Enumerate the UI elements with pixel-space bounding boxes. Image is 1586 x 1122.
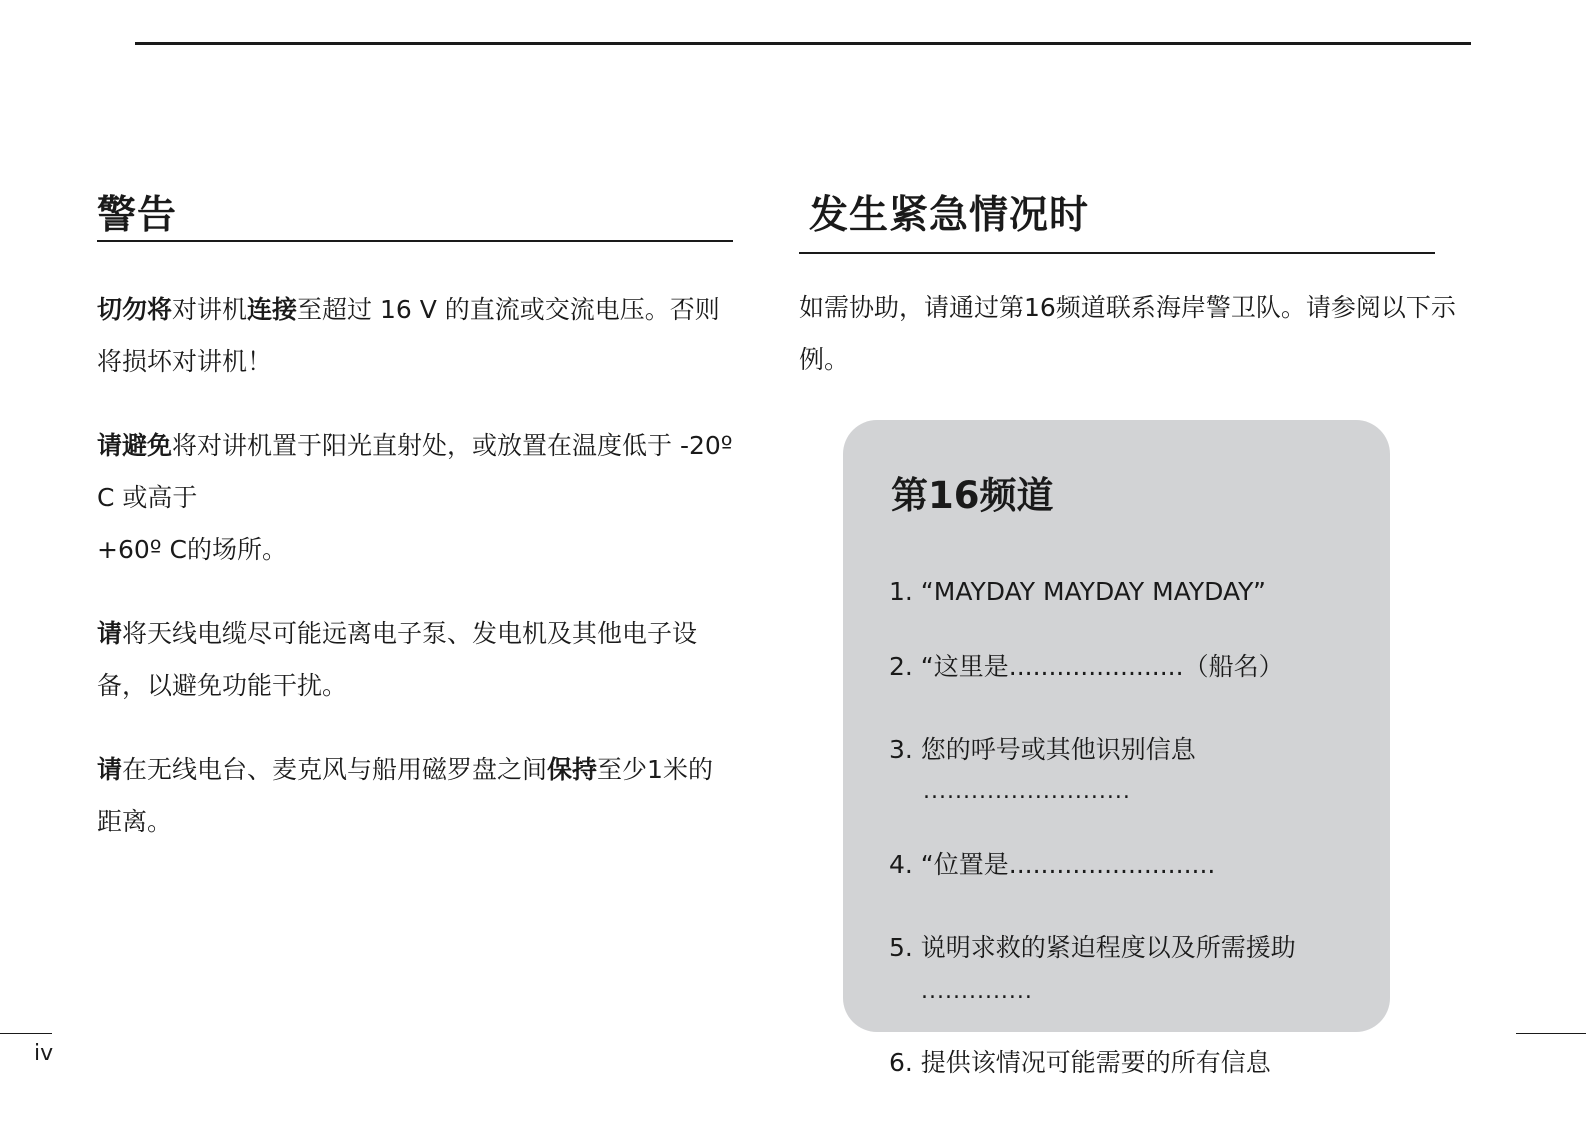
step-call-sign: 3. 您的呼号或其他识别信息 bbox=[889, 735, 1196, 764]
bold-text: 连接 bbox=[247, 295, 298, 324]
bold-text: 切勿将 bbox=[97, 295, 173, 324]
warning-column bbox=[97, 190, 733, 848]
bold-text: 请 bbox=[97, 755, 123, 784]
emergency-intro: 如需协助，请通过第16频道联系海岸警卫队。请参阅以下示例。 bbox=[799, 293, 1456, 374]
right-margin-rule bbox=[1516, 1033, 1586, 1034]
warning-paragraph-voltage bbox=[97, 284, 733, 388]
text: 在无线电台、麦克风与船用磁罗盘之间 bbox=[122, 755, 548, 784]
text: +60º C的场所。 bbox=[97, 535, 287, 564]
step-urgency-dots: .............. bbox=[921, 979, 1033, 1004]
top-rule bbox=[135, 42, 1471, 45]
warning-title-rule bbox=[97, 240, 733, 242]
page-number: iv bbox=[34, 1041, 54, 1066]
bold-text: 请 bbox=[97, 619, 123, 648]
step-all-info: 6. 提供该情况可能需要的所有信息 bbox=[889, 1048, 1271, 1077]
emergency-title-rule bbox=[799, 252, 1435, 254]
step-urgency: 5. 说明求救的紧迫程度以及所需援助 bbox=[889, 933, 1296, 962]
text: 将对讲机置于阳光直射处，或放置在温度低于 -20º C 或高于 bbox=[97, 431, 733, 512]
text: 对讲机 bbox=[172, 295, 248, 324]
channel16-title: 第16频道 bbox=[891, 474, 1054, 517]
step-position: 4. “位置是.......................... bbox=[889, 850, 1216, 879]
bold-text: 保持 bbox=[547, 755, 598, 784]
text: 将天线电缆尽可能远离电子泵、发电机及其他电子设备，以避免功能干扰。 bbox=[97, 619, 698, 700]
step-mayday: 1. “MAYDAY MAYDAY MAYDAY” bbox=[889, 577, 1266, 606]
step-vessel-name: 2. “这里是......................（船名） bbox=[889, 652, 1284, 681]
step-call-sign-dots: .......................... bbox=[923, 779, 1131, 804]
emergency-column bbox=[799, 190, 1489, 386]
warning-paragraph-compass bbox=[97, 744, 733, 848]
text: 至少1米的距离。 bbox=[97, 755, 713, 836]
warning-paragraph-temperature bbox=[97, 420, 733, 576]
bold-text: 请避免 bbox=[97, 431, 173, 460]
warning-title: 警告 bbox=[97, 193, 178, 238]
warning-paragraph-antenna bbox=[97, 608, 733, 712]
left-margin-rule bbox=[0, 1033, 52, 1034]
text: 至超过 16 V 的直流或交流电压。否则将损坏对讲机！ bbox=[97, 295, 720, 376]
emergency-title: 发生紧急情况时 bbox=[809, 193, 1090, 238]
